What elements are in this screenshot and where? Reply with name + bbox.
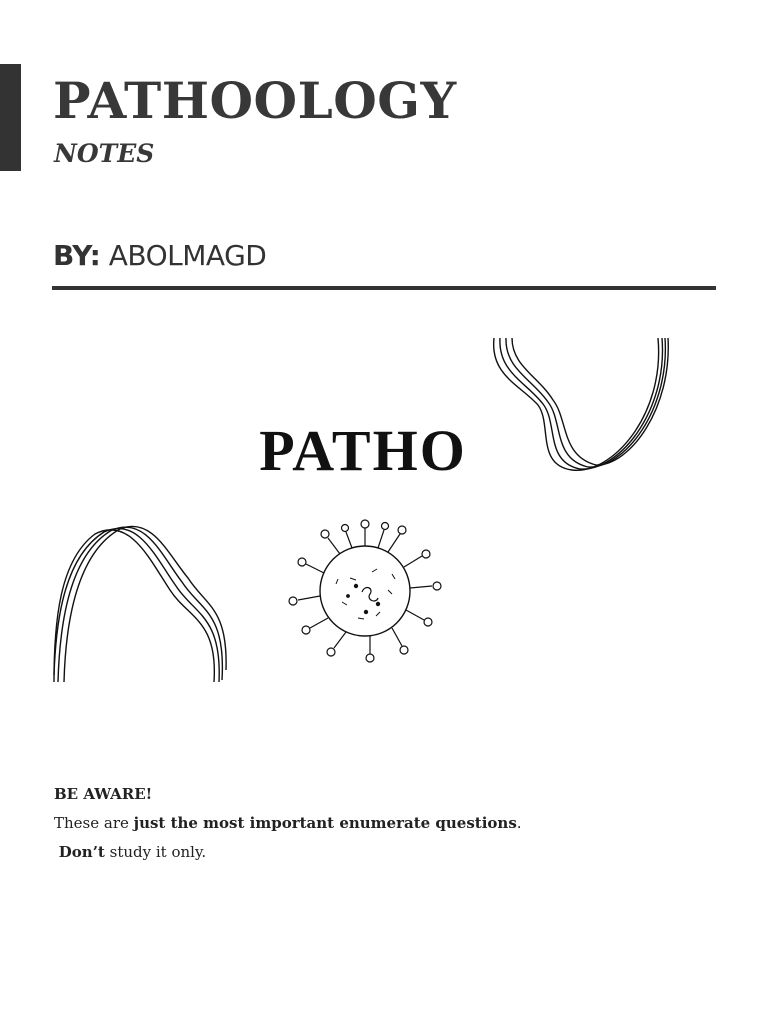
virus-icon bbox=[289, 520, 441, 662]
patho-wordmark: PATHO bbox=[259, 418, 467, 483]
document-subtitle: NOTES bbox=[54, 139, 155, 168]
notice-block bbox=[54, 780, 714, 867]
notice-heading: BE AWARE! bbox=[54, 785, 153, 803]
divider-rule bbox=[52, 286, 716, 290]
byline bbox=[53, 236, 266, 276]
byline-label: BY: bbox=[53, 239, 101, 272]
document-title: PATHOOLOGY bbox=[53, 71, 457, 130]
cover-artwork bbox=[0, 320, 768, 700]
notice-line-2: Don’t study it only. bbox=[58, 843, 207, 861]
wave-lines-icon bbox=[54, 526, 226, 682]
accent-bar bbox=[0, 64, 21, 171]
byline-author: ABOLMAGD bbox=[108, 239, 267, 272]
notice-line-1: These are just the most important enumerate questions. bbox=[54, 814, 522, 832]
wave-lines-icon bbox=[494, 338, 669, 470]
